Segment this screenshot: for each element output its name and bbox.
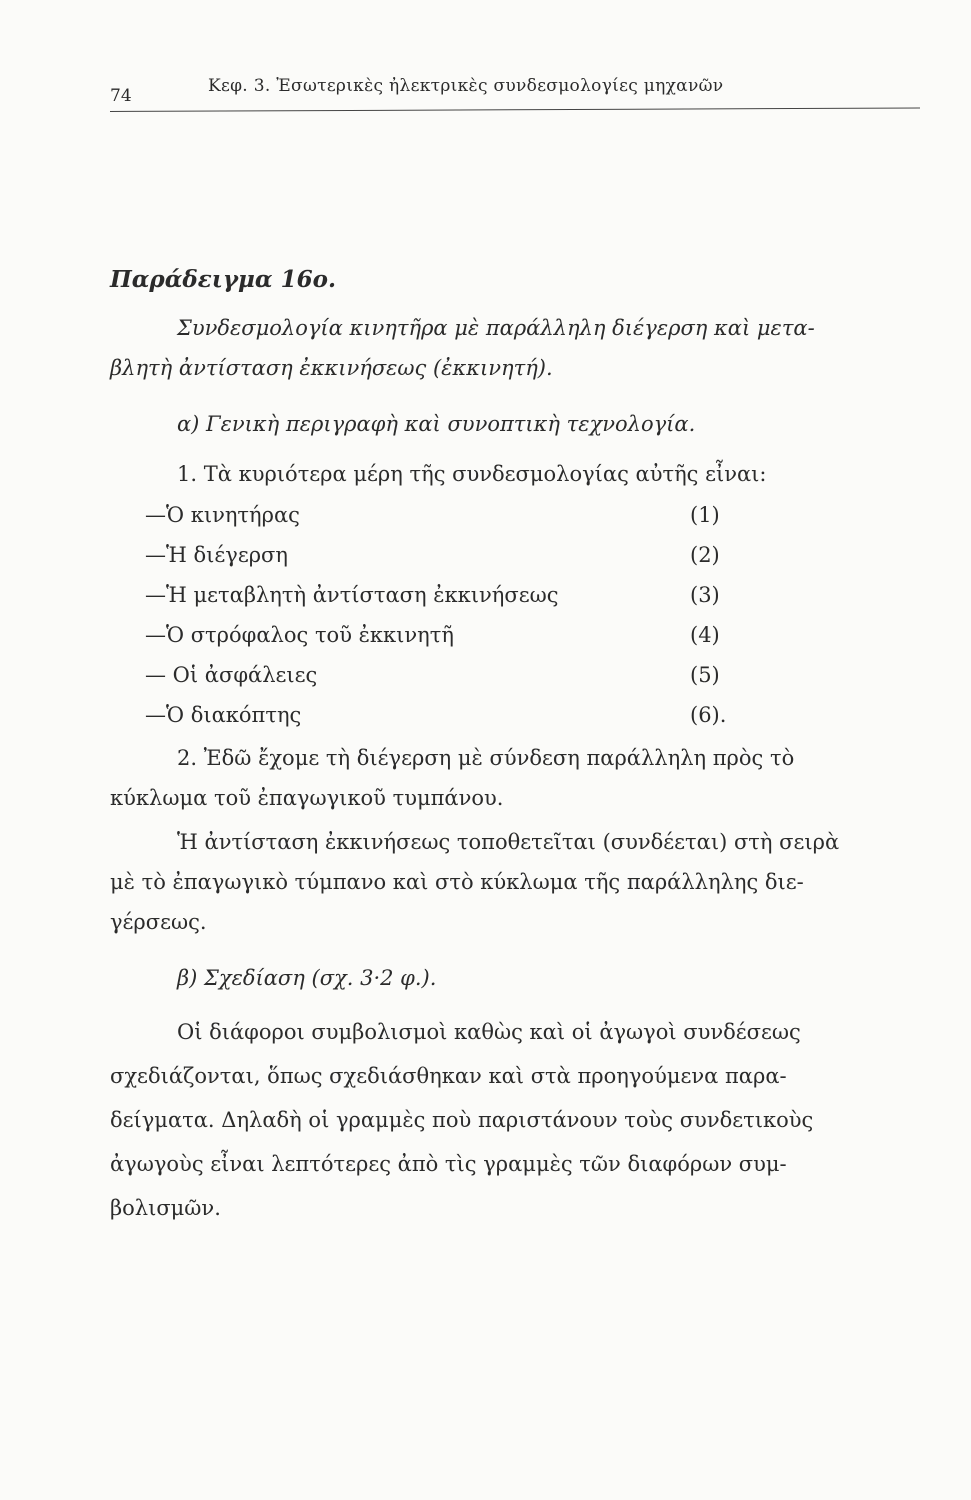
page-number: 74: [110, 86, 132, 106]
subtitle-line-1: Συνδεσμολογία κινητῆρα μὲ παράλληλη διέγερση καὶ μετα-: [177, 316, 815, 340]
list-item-label: — Οἱ ἀσφάλειες: [145, 663, 318, 687]
section-a-heading: α) Γενικὴ περιγραφὴ καὶ συνοπτικὴ τεχνολογία.: [177, 412, 696, 436]
section-b-line-2: σχεδιάζονται, ὅπως σχεδιάσθηκαν καὶ στὰ προηγούμενα παρα-: [110, 1064, 787, 1088]
page-header: [108, 74, 918, 110]
paragraph-line-1: Ἡ ἀντίσταση ἐκκινήσεως τοποθετεῖται (συνδέεται) στὴ σειρὰ: [177, 830, 840, 854]
point-2-line-2: κύκλωμα τοῦ ἐπαγωγικοῦ τυμπάνου.: [110, 786, 504, 810]
example-heading: Παράδειγμα 16ο.: [110, 266, 336, 293]
list-item-number: (6).: [690, 703, 727, 727]
list-item-number: (1): [690, 503, 720, 527]
section-b-line-3: δείγματα. Δηλαδὴ οἱ γραμμὲς ποὺ παριστάνουν τοὺς συνδετικοὺς: [110, 1108, 814, 1132]
list-item-label: —Ἡ μεταβλητὴ ἀντίσταση ἐκκινήσεως: [145, 583, 559, 607]
section-b-line-1: Οἱ διάφοροι συμβολισμοὶ καθὼς καὶ οἱ ἀγωγοὶ συνδέσεως: [177, 1020, 801, 1044]
section-b-line-4: ἀγωγοὺς εἶναι λεπτότερες ἀπὸ τὶς γραμμὲς τῶν διαφόρων συμ-: [110, 1152, 787, 1176]
list-item-number: (3): [690, 583, 720, 607]
running-title: Κεφ. 3. Ἐσωτερικὲς ἠλεκτρικὲς συνδεσμολογίες μηχανῶν: [208, 76, 724, 96]
subtitle-line-2: βλητὴ ἀντίσταση ἐκκινήσεως (ἐκκινητή).: [110, 356, 553, 380]
point-1-intro: 1. Τὰ κυριότερα μέρη τῆς συνδεσμολογίας αὐτῆς εἶναι:: [177, 462, 767, 486]
list-item-label: —Ὁ στρόφαλος τοῦ ἐκκινητῆ: [145, 623, 454, 647]
section-b-heading: β) Σχεδίαση (σχ. 3·2 φ.).: [177, 966, 437, 990]
list-item-label: —Ὁ διακόπτης: [145, 703, 302, 727]
paragraph-line-2: μὲ τὸ ἐπαγωγικὸ τύμπανο καὶ στὸ κύκλωμα τῆς παράλληλης διε-: [110, 870, 804, 894]
list-item-label: —Ἡ διέγερση: [145, 543, 288, 567]
list-item-number: (2): [690, 543, 720, 567]
list-item-number: (4): [690, 623, 720, 647]
list-item-number: (5): [690, 663, 720, 687]
point-2-line-1: 2. Ἐδῶ ἔχομε τὴ διέγερση μὲ σύνδεση παράλληλη πρὸς τὸ: [177, 746, 795, 770]
paragraph-line-3: γέρσεως.: [110, 910, 207, 934]
section-b-line-5: βολισμῶν.: [110, 1196, 221, 1220]
list-item-label: —Ὁ κινητήρας: [145, 503, 300, 527]
